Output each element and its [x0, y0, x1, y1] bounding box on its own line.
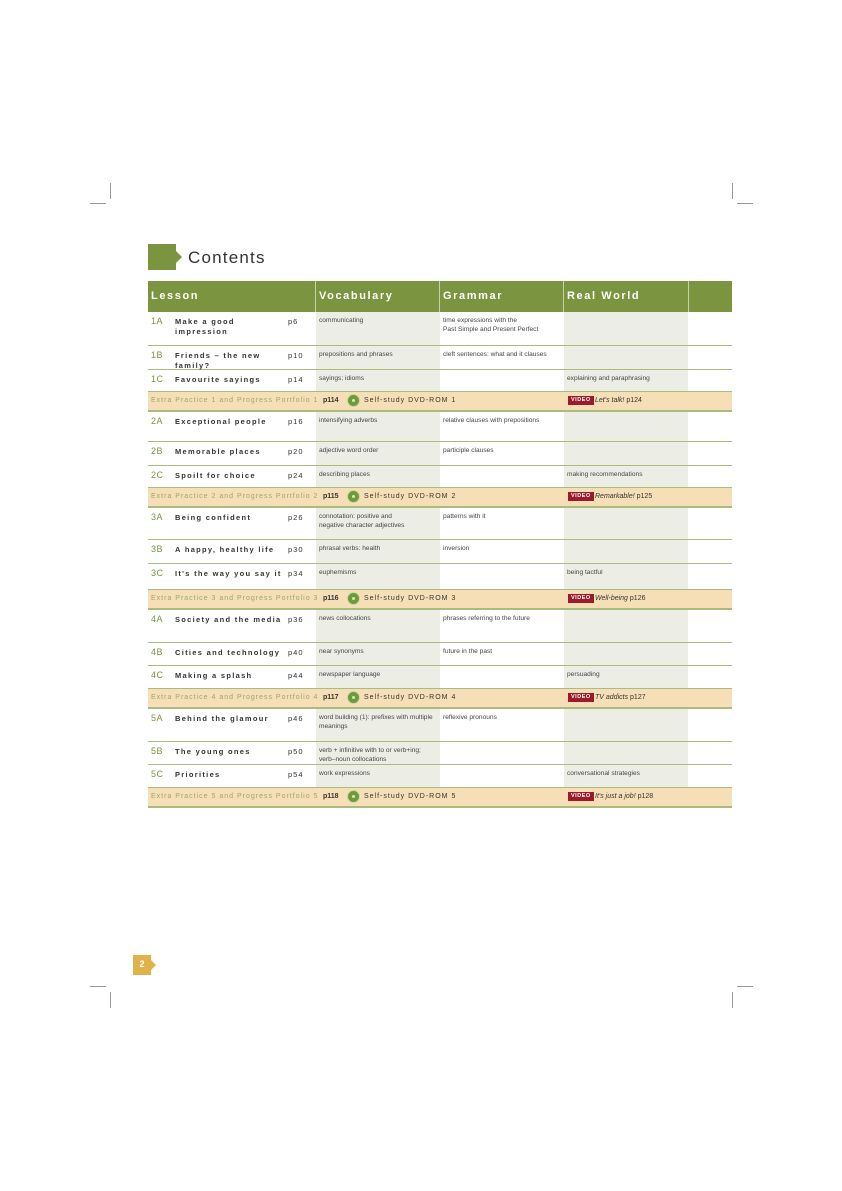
video-badge: VIDEO — [568, 492, 594, 501]
video-page: p128 — [637, 793, 654, 800]
real-world-text: conversational strategies — [567, 770, 640, 777]
header-divider — [688, 281, 689, 312]
lesson-page: p6 — [288, 317, 299, 326]
page-number-arrow-icon — [151, 960, 156, 970]
table-row — [148, 742, 732, 765]
lesson-code: 2B — [151, 446, 164, 456]
video-arrow-icon — [590, 492, 594, 500]
dvd-rom-icon — [347, 490, 360, 503]
extra-practice-label: Extra Practice 5 and Progress Portfolio 5 — [151, 793, 319, 800]
video-title: Let's talk! — [595, 397, 625, 404]
video-title: It's just a job! — [595, 793, 636, 800]
dvd-rom-icon — [347, 592, 360, 605]
table-row — [148, 442, 732, 466]
lesson-code: 1A — [151, 316, 164, 326]
lesson-name: Cities and technology — [175, 648, 281, 657]
lesson-page: p10 — [288, 351, 304, 360]
video-title: Well-being — [595, 595, 628, 602]
lesson-page: p44 — [288, 671, 304, 680]
vocabulary-text: euphemisms — [319, 569, 357, 576]
grammar-text: reflexive pronouns — [443, 714, 497, 721]
table-row — [148, 312, 732, 346]
video-page: p124 — [626, 397, 642, 404]
vocabulary-text: sayings; idioms — [319, 375, 365, 382]
dvd-rom-label: Self-study DVD-ROM 2 — [364, 493, 457, 500]
extra-practice-page: p114 — [323, 397, 339, 404]
table-row — [148, 643, 732, 666]
dvd-rom-icon — [347, 790, 360, 803]
lesson-name: Memorable places — [175, 447, 261, 456]
table-row — [148, 666, 732, 689]
real-world-cell-bg — [564, 742, 688, 764]
dvd-rom-label: Self-study DVD-ROM 3 — [364, 595, 457, 602]
table-header — [148, 281, 732, 312]
vocabulary-text: word building (1): prefixes with multiple meanings — [319, 714, 433, 730]
video-link — [595, 595, 645, 602]
extra-practice-row[interactable] — [148, 788, 732, 808]
lesson-name: Society and the media — [175, 615, 282, 624]
real-world-cell-bg — [564, 312, 688, 345]
grammar-text: patterns with it — [443, 513, 486, 520]
extra-practice-label: Extra Practice 4 and Progress Portfolio 4 — [151, 694, 319, 701]
video-arrow-icon — [590, 396, 594, 404]
extra-practice-label: Extra Practice 3 and Progress Portfolio 3 — [151, 595, 319, 602]
lesson-page: p40 — [288, 648, 304, 657]
crop-mark — [737, 986, 753, 987]
real-world-cell-bg — [564, 412, 688, 441]
crop-mark — [110, 992, 111, 1008]
table-row — [148, 466, 732, 488]
header-real-world: Real World — [567, 290, 641, 302]
video-link — [595, 793, 653, 800]
real-world-cell-bg — [564, 540, 688, 563]
grammar-text: relative clauses with prepositions — [443, 417, 540, 424]
lesson-code: 4B — [151, 647, 164, 657]
lesson-code: 3A — [151, 512, 164, 522]
extra-practice-page: p115 — [323, 493, 339, 500]
extra-practice-page: p118 — [323, 793, 339, 800]
lesson-page: p30 — [288, 545, 304, 554]
vocabulary-text: newspaper language — [319, 671, 381, 678]
dvd-rom-icon — [347, 691, 360, 704]
dvd-rom-label: Self-study DVD-ROM 1 — [364, 397, 457, 404]
lesson-page: p26 — [288, 513, 304, 522]
extra-practice-row[interactable] — [148, 392, 732, 412]
video-page: p125 — [636, 493, 653, 500]
video-badge: VIDEO — [568, 792, 594, 801]
grammar-text: participle clauses — [443, 447, 494, 454]
lesson-code: 3C — [151, 568, 164, 578]
lesson-code: 2A — [151, 416, 164, 426]
grammar-text: time expressions with the Past Simple and Present Perfect — [443, 317, 539, 333]
dvd-rom-icon — [347, 394, 360, 407]
lesson-page: p50 — [288, 747, 304, 756]
grammar-text: phrases referring to the future — [443, 615, 530, 622]
dvd-rom-label: Self-study DVD-ROM 4 — [364, 694, 457, 701]
vocabulary-text: prepositions and phrases — [319, 351, 393, 358]
heading-arrow-icon — [176, 251, 182, 263]
real-world-text: explaining and paraphrasing — [567, 375, 650, 382]
video-title: TV addicts — [595, 694, 629, 701]
crop-mark — [732, 183, 733, 199]
grammar-text: cleft sentences: what and it clauses — [443, 351, 547, 358]
lesson-name: Priorities — [175, 770, 221, 779]
video-arrow-icon — [590, 693, 594, 701]
video-link — [595, 694, 646, 701]
vocabulary-text: verb + infinitive with to or verb+ing; verb–noun collocations — [319, 747, 421, 763]
crop-mark — [732, 992, 733, 1008]
video-badge: VIDEO — [568, 594, 594, 603]
real-world-cell-bg — [564, 508, 688, 539]
extra-practice-row[interactable] — [148, 590, 732, 610]
real-world-cell-bg — [564, 442, 688, 465]
table-row — [148, 412, 732, 442]
lesson-page: p34 — [288, 569, 304, 578]
vocabulary-text: connotation: positive and negative character adjectives — [319, 513, 405, 529]
lesson-name: It's the way you say it — [175, 569, 282, 578]
vocabulary-text: describing places — [319, 471, 370, 478]
lesson-code: 2C — [151, 470, 164, 480]
page-title: Contents — [188, 248, 266, 267]
table-row — [148, 765, 732, 788]
real-world-text: making recommendations — [567, 471, 643, 478]
extra-practice-row[interactable] — [148, 488, 732, 508]
lesson-page: p16 — [288, 417, 304, 426]
vocabulary-text: work expressions — [319, 770, 370, 777]
table-row — [148, 709, 732, 742]
real-world-cell-bg — [564, 610, 688, 642]
lesson-code: 1C — [151, 374, 164, 384]
lesson-code: 3B — [151, 544, 164, 554]
lesson-name: Make a good impression — [175, 317, 235, 336]
video-link — [595, 493, 652, 500]
table-body — [148, 312, 732, 808]
crop-mark — [90, 203, 106, 204]
lesson-code: 1B — [151, 350, 164, 360]
table-row — [148, 370, 732, 392]
real-world-cell-bg — [564, 346, 688, 369]
lesson-page: p24 — [288, 471, 304, 480]
heading-marker — [148, 244, 176, 270]
lesson-code: 4A — [151, 614, 164, 624]
lesson-name: Being confident — [175, 513, 252, 522]
vocabulary-text: near synonyms — [319, 648, 364, 655]
lesson-page: p46 — [288, 714, 304, 723]
lesson-name: Spoilt for choice — [175, 471, 256, 480]
lesson-code: 4C — [151, 670, 164, 680]
vocabulary-text: news collocations — [319, 615, 371, 622]
header-lesson: Lesson — [151, 290, 200, 302]
extra-practice-label: Extra Practice 2 and Progress Portfolio 2 — [151, 493, 319, 500]
lesson-page: p20 — [288, 447, 304, 456]
video-arrow-icon — [590, 792, 594, 800]
video-page: p127 — [630, 694, 646, 701]
extra-practice-label: Extra Practice 1 and Progress Portfolio 1 — [151, 397, 319, 404]
lesson-name: Making a splash — [175, 671, 253, 680]
lesson-name: Friends – the new family? — [175, 351, 261, 370]
video-link — [595, 397, 642, 404]
vocabulary-text: communicating — [319, 317, 364, 324]
lesson-name: Behind the glamour — [175, 714, 269, 723]
table-row — [148, 346, 732, 370]
real-world-text: being tactful — [567, 569, 603, 576]
lesson-name: A happy, healthy life — [175, 545, 275, 554]
lesson-code: 5B — [151, 746, 164, 756]
video-title: Remarkable! — [595, 493, 635, 500]
lesson-name: Favourite sayings — [175, 375, 261, 384]
page-number: 2 — [139, 959, 145, 969]
page-number-tab — [133, 955, 151, 975]
vocabulary-text: intensifying adverbs — [319, 417, 378, 424]
contents-table — [148, 281, 732, 808]
extra-practice-page: p116 — [323, 595, 339, 602]
table-row — [148, 564, 732, 590]
lesson-page: p14 — [288, 375, 304, 384]
grammar-text: inversion — [443, 545, 470, 552]
lesson-code: 5A — [151, 713, 164, 723]
lesson-name: Exceptional people — [175, 417, 267, 426]
vocabulary-text: phrasal verbs: health — [319, 545, 381, 552]
lesson-name: The young ones — [175, 747, 251, 756]
header-grammar: Grammar — [443, 290, 504, 302]
header-vocabulary: Vocabulary — [319, 290, 394, 302]
table-row — [148, 508, 732, 540]
vocabulary-text: adjective word order — [319, 447, 379, 454]
real-world-cell-bg — [564, 643, 688, 665]
video-badge: VIDEO — [568, 396, 594, 405]
real-world-text: persuading — [567, 671, 600, 678]
video-arrow-icon — [590, 594, 594, 602]
video-page: p126 — [629, 595, 646, 602]
lesson-page: p54 — [288, 770, 304, 779]
grammar-text: future in the past — [443, 648, 493, 655]
video-badge: VIDEO — [568, 693, 594, 702]
dvd-rom-label: Self-study DVD-ROM 5 — [364, 793, 457, 800]
lesson-page: p36 — [288, 615, 304, 624]
table-row — [148, 610, 732, 643]
crop-mark — [110, 183, 111, 199]
real-world-cell-bg — [564, 709, 688, 741]
lesson-code: 5C — [151, 769, 164, 779]
table-row — [148, 540, 732, 564]
crop-mark — [90, 986, 106, 987]
extra-practice-page: p117 — [323, 694, 339, 701]
extra-practice-row[interactable] — [148, 689, 732, 709]
crop-mark — [737, 203, 753, 204]
